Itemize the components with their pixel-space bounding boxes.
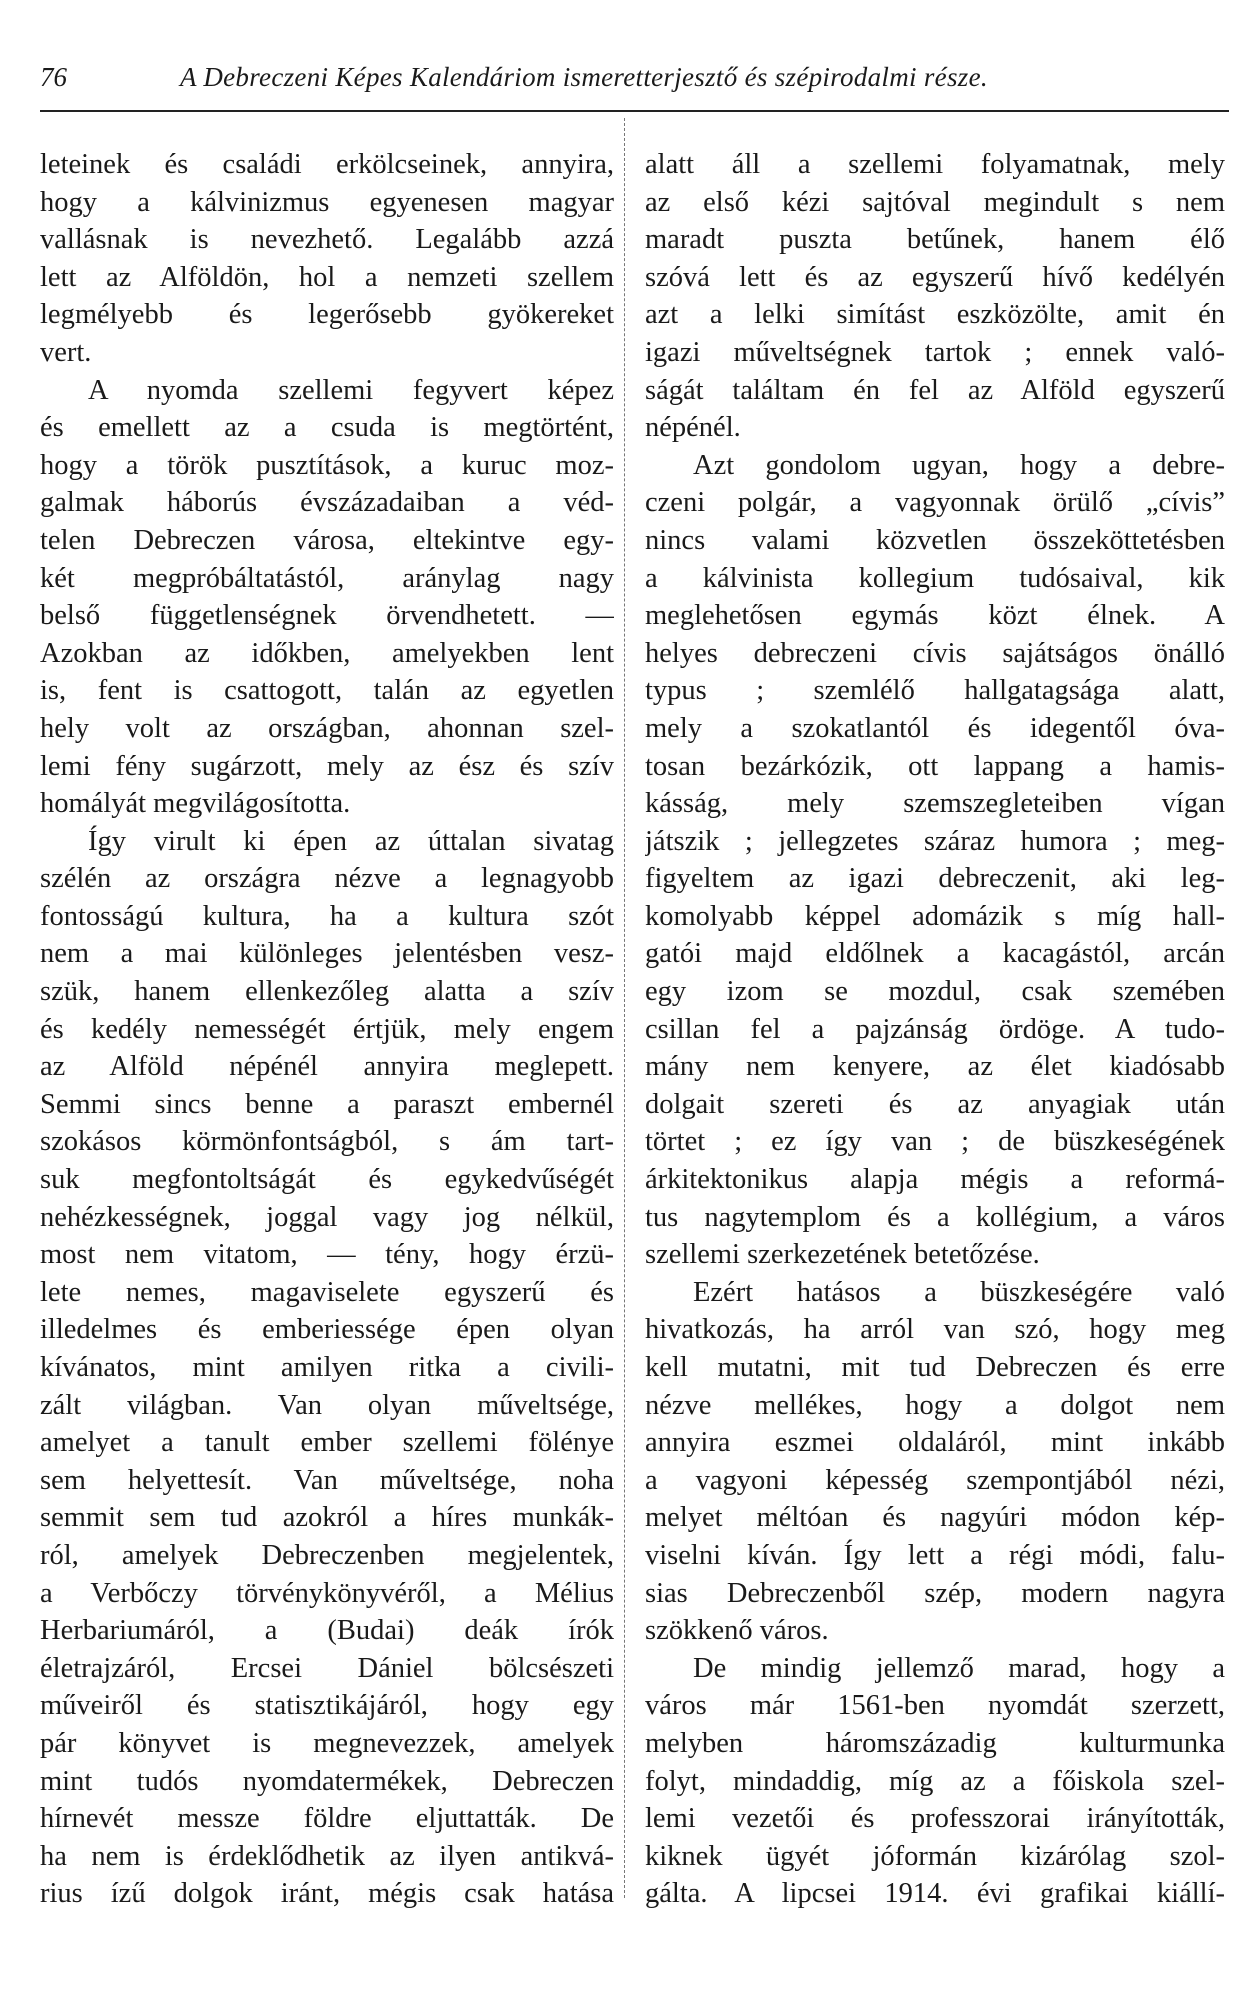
text-line: typus ; szemlélő hallgatagsága alatt, [645,675,1225,707]
text-line: dolgait szereti és az anyagiak után [645,1088,1225,1120]
text-line: Herbariumáról, a (Budai) deák írók [40,1615,614,1647]
text-line: homályát megvilágosította. [40,788,351,820]
text-line: komolyabb képpel adomázik s míg hall- [645,900,1225,932]
text-line: De mindig jellemző marad, hogy a [693,1652,1225,1684]
text-line: viselni kíván. Így lett a régi módi, falu- [645,1539,1225,1571]
text-line: két megpróbáltatástól, aránylag nagy [40,562,614,594]
text-line: mint tudós nyomdatermékek, Debreczen [40,1765,614,1797]
text-line: mely a szokatlantól és idegentől óva- [645,712,1225,744]
text-line: sem helyettesít. Van műveltsége, noha [40,1464,614,1496]
text-line: gatói majd eldőlnek a kacagástól, arcán [645,938,1225,970]
text-line: csillan fel a pajzánság ördöge. A tudo- [645,1013,1225,1045]
paragraph [645,1650,1225,1913]
text-line: melyben háromszázadig kulturmunka [645,1727,1225,1759]
text-line: a kálvinista kollegium tudósaival, kik [645,562,1225,594]
running-title: A Debreczeni Képes Kalendáriom ismeretterjesztő és szépirodalmi része. [180,62,988,92]
text-line: gálta. A lipcsei 1914. évi grafikai kiállí- [645,1878,1225,1910]
text-line: és emellett az a csuda is megtörtént, [40,412,614,444]
text-line: nincs valami közvetlen összeköttetésben [645,524,1225,556]
text-line: tus nagytemplom és a kollégium, a város [645,1201,1225,1233]
text-line: játszik ; jellegzetes száraz humora ; meg- [645,825,1225,857]
header-rule [40,110,1229,112]
text-line: galmak háborús évszázadaiban a véd- [40,487,614,519]
text-line: tosan bezárkózik, ott lappang a hamis- [645,750,1225,782]
text-line: az első kézi sajtóval megindult s nem [645,186,1225,218]
column-divider [624,118,625,1898]
text-line: hely volt az országban, ahonnan szel- [40,712,614,744]
paragraph [645,447,1225,1274]
text-line: a vagyoni képesség szempontjából nézi, [645,1464,1225,1496]
text-line: zált világban. Van olyan műveltsége, [40,1389,614,1421]
text-line: amelyet a tanult ember szellemi fölénye [40,1427,614,1459]
text-line: figyeltem az igazi debreczenit, aki leg- [645,863,1225,895]
right-column [645,146,1225,1913]
text-line: vert. [40,336,92,368]
text-line: hivatkozás, ha arról van szó, hogy meg [645,1314,1225,1346]
text-line: Így virult ki épen az úttalan sivatag [88,825,614,857]
text-line: szökkenő város. [645,1615,829,1647]
text-line: lett az Alföldön, hol a nemzeti szellem [40,261,614,293]
text-line: ha nem is érdeklődhetik az ilyen antikvá- [40,1840,614,1872]
text-line: kell mutatni, mit tud Debreczen és erre [645,1352,1225,1383]
text-line: Semmi sincs benne a paraszt embernél [40,1088,614,1120]
text-line: illedelmes és emberiessége épen olyan [40,1314,614,1346]
text-line: kiknek ügyét jóformán kizárólag szol- [645,1840,1225,1872]
text-line: és kedély nemességét értjük, mely engem [40,1013,614,1045]
text-line: sias Debreczenből szép, modern nagyra [645,1577,1225,1609]
text-line: belső függetlenségnek örvendhetett. — [40,600,614,632]
paragraph [645,1274,1225,1650]
text-line: szokásos körmönfontságból, s ám tart- [40,1126,614,1158]
text-line: város már 1561-ben nyomdát szerzett, [645,1690,1225,1722]
running-header [40,62,1225,102]
text-line: szélén az országra nézve a legnagyobb [40,863,614,895]
text-line: suk megfontoltságát és egykedvűségét [40,1164,614,1196]
text-line: semmit sem tud azokról a híres munkák- [40,1502,614,1534]
paragraph [40,146,614,372]
paragraph [40,372,614,823]
text-line: vallásnak is nevezhető. Legalább azzá [40,224,614,256]
text-line: a Verbőczy törvénykönyvéről, a Mélius [40,1577,614,1609]
text-line: kívánatos, mint amilyen ritka a civili- [40,1352,614,1383]
text-line: pár könyvet is megnevezzek, amelyek [40,1727,614,1759]
text-line: Azt gondolom ugyan, hogy a debre- [693,449,1225,481]
text-line: is, fent is csattogott, talán az egyetlen [40,675,614,707]
text-line: annyira eszmei oldaláról, mint inkább [645,1427,1225,1459]
text-line: árkitektonikus alapja mégis a reformá- [645,1164,1225,1196]
paragraph [645,146,1225,447]
text-line: A nyomda szellemi fegyvert képez [88,374,614,406]
text-line: legmélyebb és legerősebb gyökereket [40,299,614,331]
text-line: czeni polgár, a vagyonnak örülő „cívis” [645,487,1225,519]
text-line: népénél. [645,412,741,444]
text-line: leteinek és családi erkölcseinek, annyira, [40,149,614,180]
text-line: hírnevét messze földre eljuttatták. De [40,1803,614,1835]
text-line: nehézkességnek, joggal vagy jog nélkül, [40,1201,614,1233]
text-line: hogy a kálvinizmus egyenesen magyar [40,186,614,218]
text-line: fontosságú kultura, ha a kultura szót [40,900,614,932]
page-number: 76 [40,62,67,92]
text-line: szellemi szerkezetének betetőzése. [645,1239,1040,1271]
text-line: ságát találtam én fel az Alföld egyszerű [645,374,1225,406]
text-line: életrajzáról, Ercsei Dániel bölcsészeti [40,1652,614,1684]
text-line: kásság, mely szemszegleteiben vígan [645,788,1225,820]
text-line: rius ízű dolgok iránt, mégis csak hatása [40,1878,614,1910]
text-line: lemi vezetői és professzorai irányították, [645,1803,1225,1835]
text-line: egy izom se mozdul, csak szemében [645,976,1225,1008]
text-line: szük, hanem ellenkezőleg alatta a szív [40,976,614,1008]
text-line: most nem vitatom, — tény, hogy érzü- [40,1239,614,1271]
text-line: mány nem kenyere, az élet kiadósabb [645,1051,1225,1083]
text-line: lemi fény sugárzott, mely az ész és szív [40,750,614,782]
text-line: hogy a török pusztítások, a kuruc moz- [40,449,614,481]
text-line: lete nemes, magaviselete egyszerű és [40,1276,614,1308]
text-line: szóvá lett és az egyszerű hívő kedélyén [645,261,1225,293]
text-line: Azokban az időkben, amelyekben lent [40,637,614,669]
paragraph [40,823,614,1913]
text-line: Ezért hatásos a büszkeségére való [693,1276,1225,1308]
text-line: törtet ; ez így van ; de büszkeségének [645,1126,1225,1158]
text-line: azt a lelki simítást eszközölte, amit én [645,299,1225,331]
text-line: alatt áll a szellemi folyamatnak, mely [645,149,1225,180]
text-line: ról, amelyek Debreczenben megjelentek, [40,1539,614,1571]
text-line: műveiről és statisztikájáról, hogy egy [40,1690,614,1722]
text-line: telen Debreczen városa, eltekintve egy- [40,524,614,556]
text-line: az Alföld népénél annyira meglepett. [40,1051,614,1083]
text-line: nem a mai különleges jelentésben vesz- [40,938,614,970]
text-line: meglehetősen egymás közt élnek. A [645,600,1225,632]
text-line: melyet méltóan és nagyúri módon kép- [645,1502,1225,1534]
text-line: helyes debreczeni cívis sajátságos önálló [645,637,1225,669]
text-line: maradt puszta betűnek, hanem élő [645,224,1225,256]
text-line: igazi műveltségnek tartok ; ennek való- [645,336,1225,368]
text-line: nézve mellékes, hogy a dolgot nem [645,1389,1225,1421]
left-column [40,146,614,1913]
text-line: folyt, mindaddig, míg az a főiskola szel- [645,1765,1225,1797]
